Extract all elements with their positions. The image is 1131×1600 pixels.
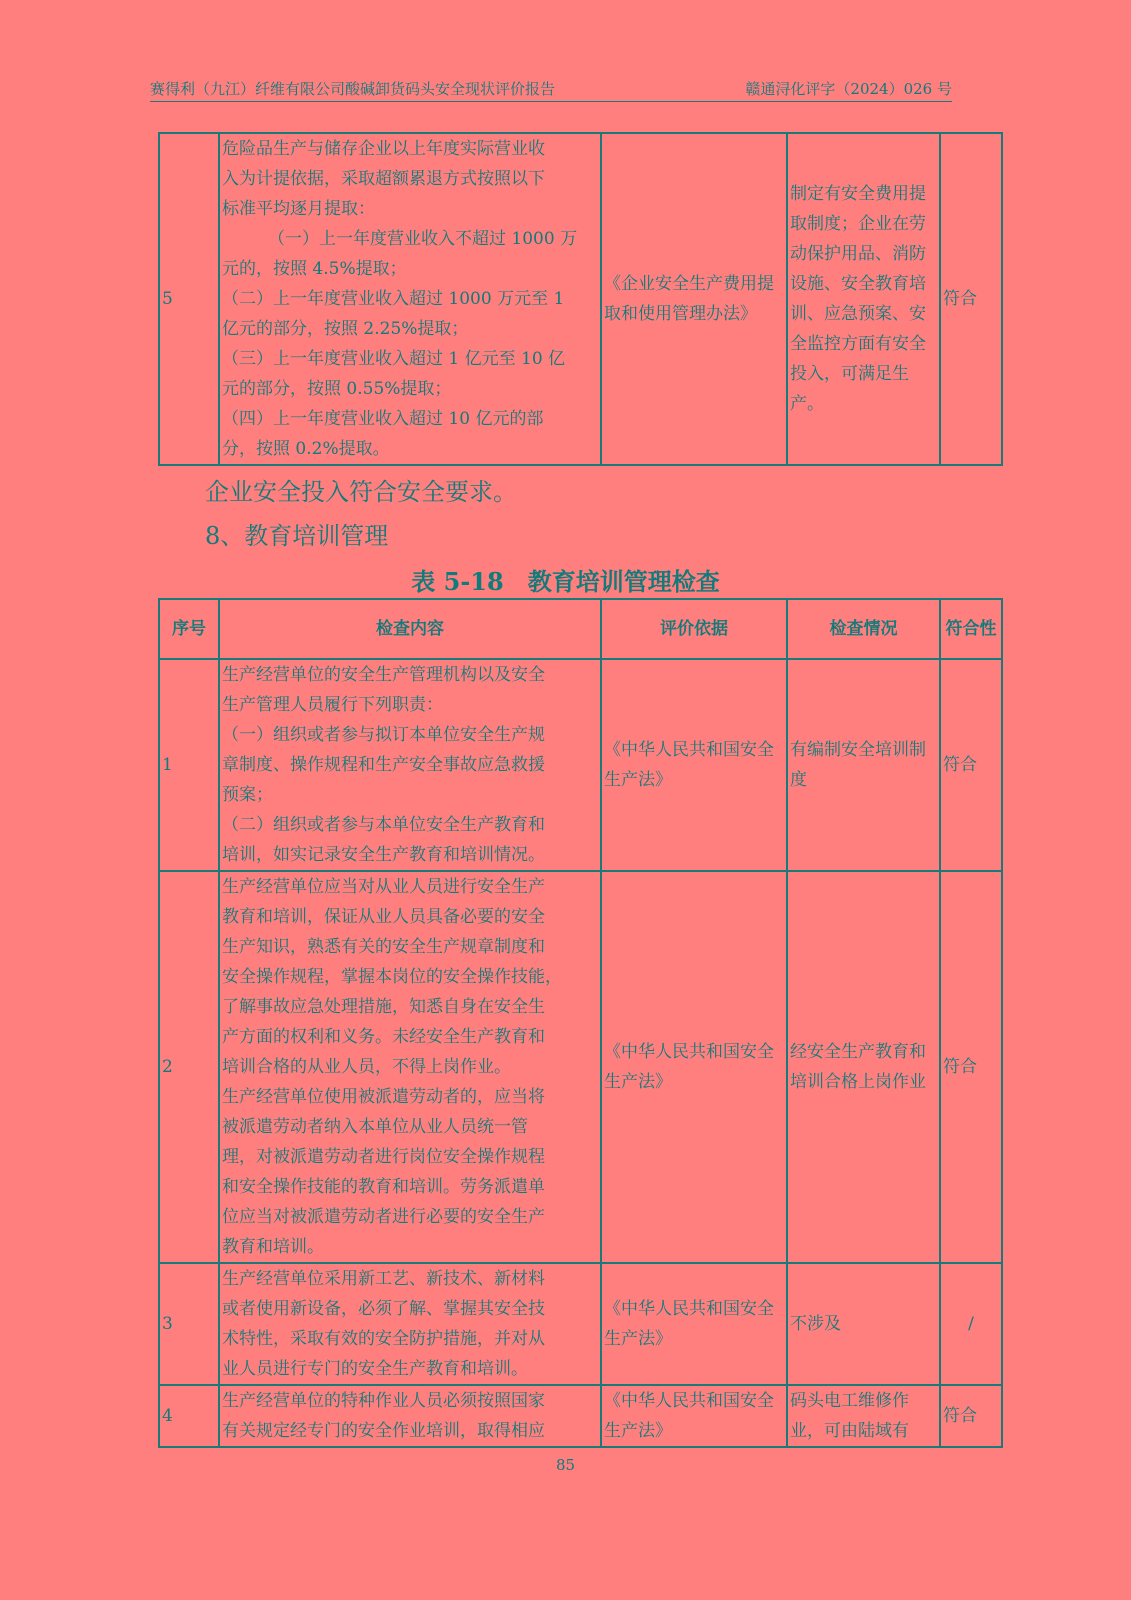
table-row	[159, 659, 1002, 871]
content-line: 或者使用新设备，必须了解、掌握其安全技	[222, 1299, 545, 1319]
table-row	[159, 871, 1002, 1263]
conclusion-paragraph: 企业安全投入符合安全要求。	[205, 478, 517, 506]
content-line: 安全操作规程，掌握本岗位的安全操作技能，	[222, 967, 562, 987]
content-line: 元的，按照 4.5%提取；	[222, 259, 407, 279]
content-line: 教育和培训。	[222, 1237, 324, 1257]
conformity: /	[940, 1263, 1002, 1385]
inspection-result: 制定有安全费用提取制度；企业在劳动保护用品、消防设施、安全教育培训、应急预案、安全监控方面有安全投入，可满足生产。	[787, 133, 940, 465]
check-content	[219, 133, 601, 465]
content-line: 术特性，采取有效的安全防护措施，并对从	[222, 1329, 545, 1349]
content-line: 生产经营单位的安全生产管理机构以及安全	[222, 665, 545, 685]
row-number: 1	[159, 659, 219, 871]
content-line: 生产经营单位应当对从业人员进行安全生产	[222, 877, 545, 897]
content-line: 生产知识，熟悉有关的安全生产规章制度和	[222, 937, 545, 957]
header-basis: 评价依据	[601, 599, 787, 659]
content-line: 生产经营单位使用被派遣劳动者的，应当将	[222, 1087, 545, 1107]
content-line: （三）上一年度营业收入超过 1 亿元至 10 亿	[222, 349, 566, 369]
content-line: （一）上一年度营业收入不超过 1000 万	[268, 229, 578, 249]
section-heading: 8、教育培训管理	[205, 522, 389, 550]
content-line: 产方面的权利和义务。未经安全生产教育和	[222, 1027, 545, 1047]
check-content	[219, 1263, 601, 1385]
evaluation-basis: 《中华人民共和国安全生产法》	[601, 1263, 787, 1385]
header-no: 序号	[159, 599, 219, 659]
evaluation-basis: 《企业安全生产费用提取和使用管理办法》	[601, 133, 787, 465]
content-line: 分，按照 0.2%提取。	[222, 439, 390, 459]
table-header-row	[159, 599, 1002, 659]
conformity: 符合	[940, 659, 1002, 871]
page-number: 85	[555, 1456, 576, 1474]
report-number: 赣通浔化评字（2024）026 号	[745, 80, 952, 98]
check-content	[219, 871, 601, 1263]
content-line: 培训合格的从业人员，不得上岗作业。	[222, 1057, 511, 1077]
content-line: 亿元的部分，按照 2.25%提取；	[222, 319, 469, 339]
content-line: 生产经营单位采用新工艺、新技术、新材料	[222, 1269, 545, 1289]
content-line: 生产管理人员履行下列职责：	[222, 695, 443, 715]
evaluation-basis: 《中华人民共和国安全生产法》	[601, 871, 787, 1263]
content-line: 理，对被派遣劳动者进行岗位安全操作规程	[222, 1147, 545, 1167]
content-line: 位应当对被派遣劳动者进行必要的安全生产	[222, 1207, 545, 1227]
running-header	[150, 78, 952, 102]
table-caption: 表 5-18 教育培训管理检查	[411, 567, 720, 596]
row-number: 4	[159, 1385, 219, 1447]
content-line: （二）组织或者参与本单位安全生产教育和	[222, 815, 545, 835]
content-line: 培训，如实记录安全生产教育和培训情况。	[222, 845, 545, 865]
table-row	[159, 1385, 1002, 1447]
row-number: 2	[159, 871, 219, 1263]
content-line: 教育和培训，保证从业人员具备必要的安全	[222, 907, 545, 927]
evaluation-basis: 《中华人民共和国安全生产法》	[601, 659, 787, 871]
check-content	[219, 1385, 601, 1447]
content-line: （四）上一年度营业收入超过 10 亿元的部	[222, 409, 544, 429]
content-line: （二）上一年度营业收入超过 1000 万元至 1	[222, 289, 565, 309]
content-line: 入为计提依据，采取超额累退方式按照以下	[222, 169, 545, 189]
inspection-result: 有编制安全培训制度	[787, 659, 940, 871]
content-line: 标准平均逐月提取：	[222, 199, 375, 219]
inspection-result: 码头电工维修作业，可由陆域有	[787, 1385, 940, 1447]
content-line: 业人员进行专门的安全生产教育和培训。	[222, 1359, 528, 1379]
content-line: 预案；	[222, 785, 273, 805]
content-line: （一）组织或者参与拟订本单位安全生产规	[222, 725, 545, 745]
content-line: 元的部分，按照 0.55%提取；	[222, 379, 452, 399]
content-line: 有关规定经专门的安全作业培训，取得相应	[222, 1421, 545, 1441]
content-line: 危险品生产与储存企业以上年度实际营业收	[222, 139, 545, 159]
inspection-result: 不涉及	[787, 1263, 940, 1385]
content-line: 和安全操作技能的教育和培训。劳务派遣单	[222, 1177, 545, 1197]
conformity: 符合	[940, 133, 1002, 465]
header-content: 检查内容	[219, 599, 601, 659]
conformity: 符合	[940, 1385, 1002, 1447]
check-content	[219, 659, 601, 871]
row-number: 3	[159, 1263, 219, 1385]
content-line: 章制度、操作规程和生产安全事故应急救援	[222, 755, 545, 775]
report-title: 赛得利（九江）纤维有限公司酸碱卸货码头安全现状评价报告	[150, 80, 556, 98]
row-number: 5	[159, 133, 219, 465]
inspection-result: 经安全生产教育和培训合格上岗作业	[787, 871, 940, 1263]
content-line: 被派遣劳动者纳入本单位从业人员统一管	[222, 1117, 528, 1137]
safety-cost-table	[158, 132, 1003, 466]
table-row	[159, 1263, 1002, 1385]
header-conformity: 符合性	[940, 599, 1002, 659]
header-result: 检查情况	[787, 599, 940, 659]
evaluation-basis: 《中华人民共和国安全生产法》	[601, 1385, 787, 1447]
conformity: 符合	[940, 871, 1002, 1263]
content-line: 了解事故应急处理措施，知悉自身在安全生	[222, 997, 545, 1017]
training-management-table	[158, 598, 1003, 1448]
table-row	[159, 133, 1002, 465]
content-line: 生产经营单位的特种作业人员必须按照国家	[222, 1391, 545, 1411]
